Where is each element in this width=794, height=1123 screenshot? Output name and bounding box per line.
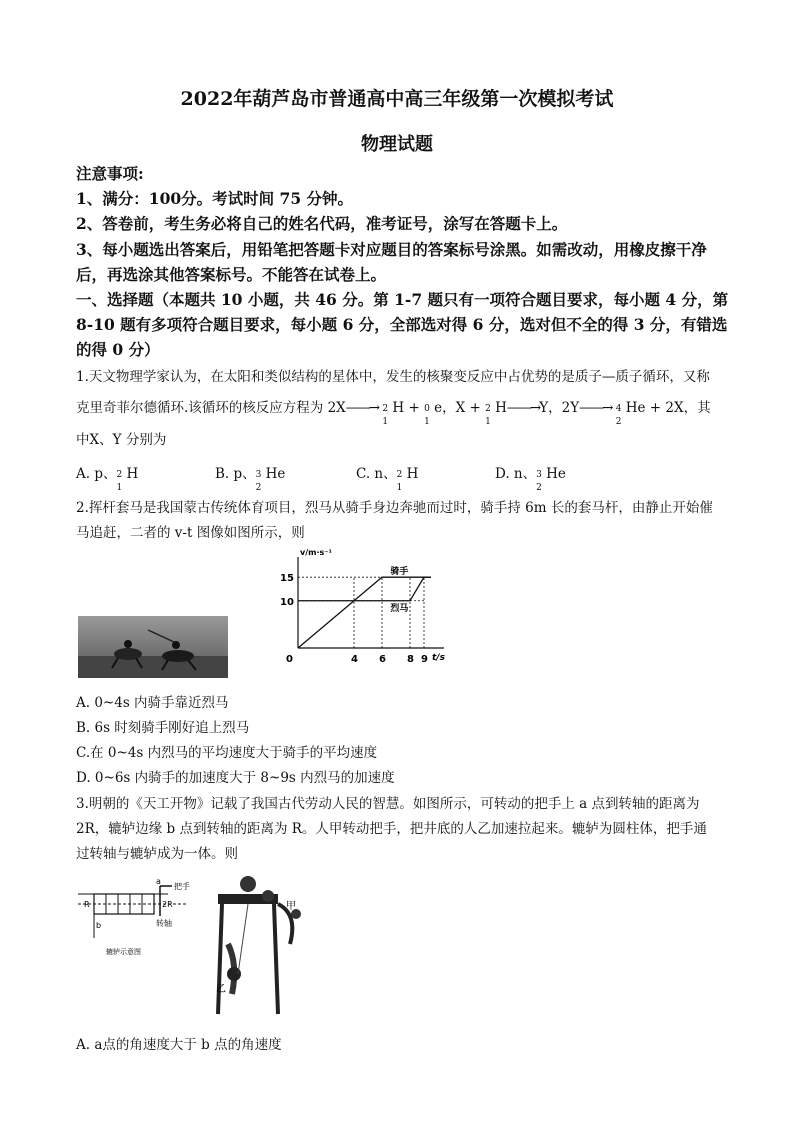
q1-stem: 1.天文物理学家认为，在太阳和类似结构的星体中，发生的核聚变反应中占优势的是质子—质子循环，又称 (76, 369, 710, 385)
svg-text:把手: 把手 (174, 882, 190, 891)
svg-text:2R: 2R (162, 900, 173, 909)
q1-option-a[interactable]: A. p、 2 1 H (76, 466, 139, 493)
svg-text:辘轳示意图: 辘轳示意图 (106, 948, 141, 956)
section-heading: 一、选择题（本题共 10 小题，共 46 分。第 1-7 题只有一项符合题目要求，每小题 4 分，第 (76, 290, 729, 309)
q2-option-d[interactable]: D. 0~6s 内骑手的加速度大于 8~9s 内烈马的加速度 (76, 770, 395, 786)
svg-text:R: R (84, 900, 90, 909)
woodcut-illustration (208, 874, 318, 1024)
series-line-rider (298, 577, 431, 648)
series-line-horse (298, 577, 431, 601)
q2-stem-end: 马追赶，二者的 v-t 图像如图所示，则 (76, 525, 305, 541)
svg-text:甲: 甲 (286, 901, 296, 912)
legend-horse: 烈马 (390, 603, 409, 614)
q2-stem: 2.挥杆套马是我国蒙古传统体育项目，烈马从骑手身边奔驰而过时，骑手持 6m 长的套马杆，由静止开始催 (76, 500, 713, 516)
q1-equation: 克里奇菲尔德循环.该循环的核反应方程为 2X——→ 2 1 H + 0 1 e，X + 2 1 H——→Y，2Y——→ 4 2 He + 2X，其 (76, 400, 711, 427)
q3-stem: 2R，辘轳边缘 b 点到转轴的距离为 R。人甲转动把手，把井底的人乙加速拉起来。辘轳为圆柱体，把手通 (76, 821, 707, 837)
q3-option-a[interactable]: A. a点的角速度大于 b 点的角速度 (76, 1037, 282, 1053)
x-tick-label: 8 (407, 654, 414, 665)
note-item: 2、答卷前，考生务必将自己的姓名代码，准考证号，涂写在答题卡上。 (76, 214, 568, 233)
q3-stem-end: 过转轴与辘轳成为一体。则 (76, 846, 238, 862)
q3-stem: 3.明朝的《天工开物》记载了我国古代劳动人民的智慧。如图所示，可转动的把手上 a 点到转轴的距离为 (76, 796, 700, 812)
q1-option-d[interactable]: D. n、 3 2 He (495, 466, 566, 493)
q1-stem-end: 中X、Y 分别为 (76, 432, 167, 448)
x-axis-label: t/s (432, 653, 445, 663)
y-tick-label: 10 (280, 596, 294, 608)
y-tick-label: 15 (280, 573, 294, 585)
section-heading: 的得 0 分） (76, 340, 160, 359)
x-tick-label: 6 (379, 654, 386, 665)
y-axis-label: v/m·s⁻¹ (300, 548, 332, 557)
horse-riding-photo (78, 616, 228, 678)
q1-option-c[interactable]: C. n、 2 1 H (356, 466, 419, 493)
exam-subtitle: 物理试题 (361, 134, 433, 155)
q2-option-a[interactable]: A. 0~4s 内骑手靠近烈马 (76, 695, 229, 711)
exam-title: 2022年葫芦岛市普通高中高三年级第一次模拟考试 (180, 88, 614, 110)
section-heading: 8-10 题有多项符合题目要求，每小题 6 分，全部选对得 6 分，选对但不全的得 3 分，有错选 (76, 315, 728, 334)
x-tick-label: 4 (351, 654, 358, 665)
vt-chart (270, 548, 450, 688)
q2-option-b[interactable]: B. 6s 时刻骑手刚好追上烈马 (76, 720, 250, 736)
note-item: 后，再选涂其他答案标号。不能答在试卷上。 (76, 265, 387, 284)
svg-text:a: a (156, 877, 161, 886)
q2-option-c[interactable]: C.在 0~4s 内烈马的平均速度大于骑手的平均速度 (76, 745, 378, 761)
notes-heading: 注意事项: (76, 164, 144, 183)
x-tick-label: 0 (286, 654, 293, 665)
x-tick-label: 9 (421, 654, 428, 665)
svg-text:转轴: 转轴 (156, 919, 172, 928)
svg-text:乙: 乙 (216, 984, 226, 995)
q1-option-b[interactable]: B. p、 3 2 He (215, 466, 286, 493)
note-item: 1、满分：100分。考试时间 75 分钟。 (76, 189, 354, 208)
legend-rider: 骑手 (390, 567, 409, 578)
svg-text:b: b (96, 921, 102, 930)
windlass-diagram (76, 876, 196, 986)
note-item: 3、每小题选出答案后，用铅笔把答题卡对应题目的答案标号涂黑。如需改动，用橡皮擦干净 (76, 240, 707, 259)
